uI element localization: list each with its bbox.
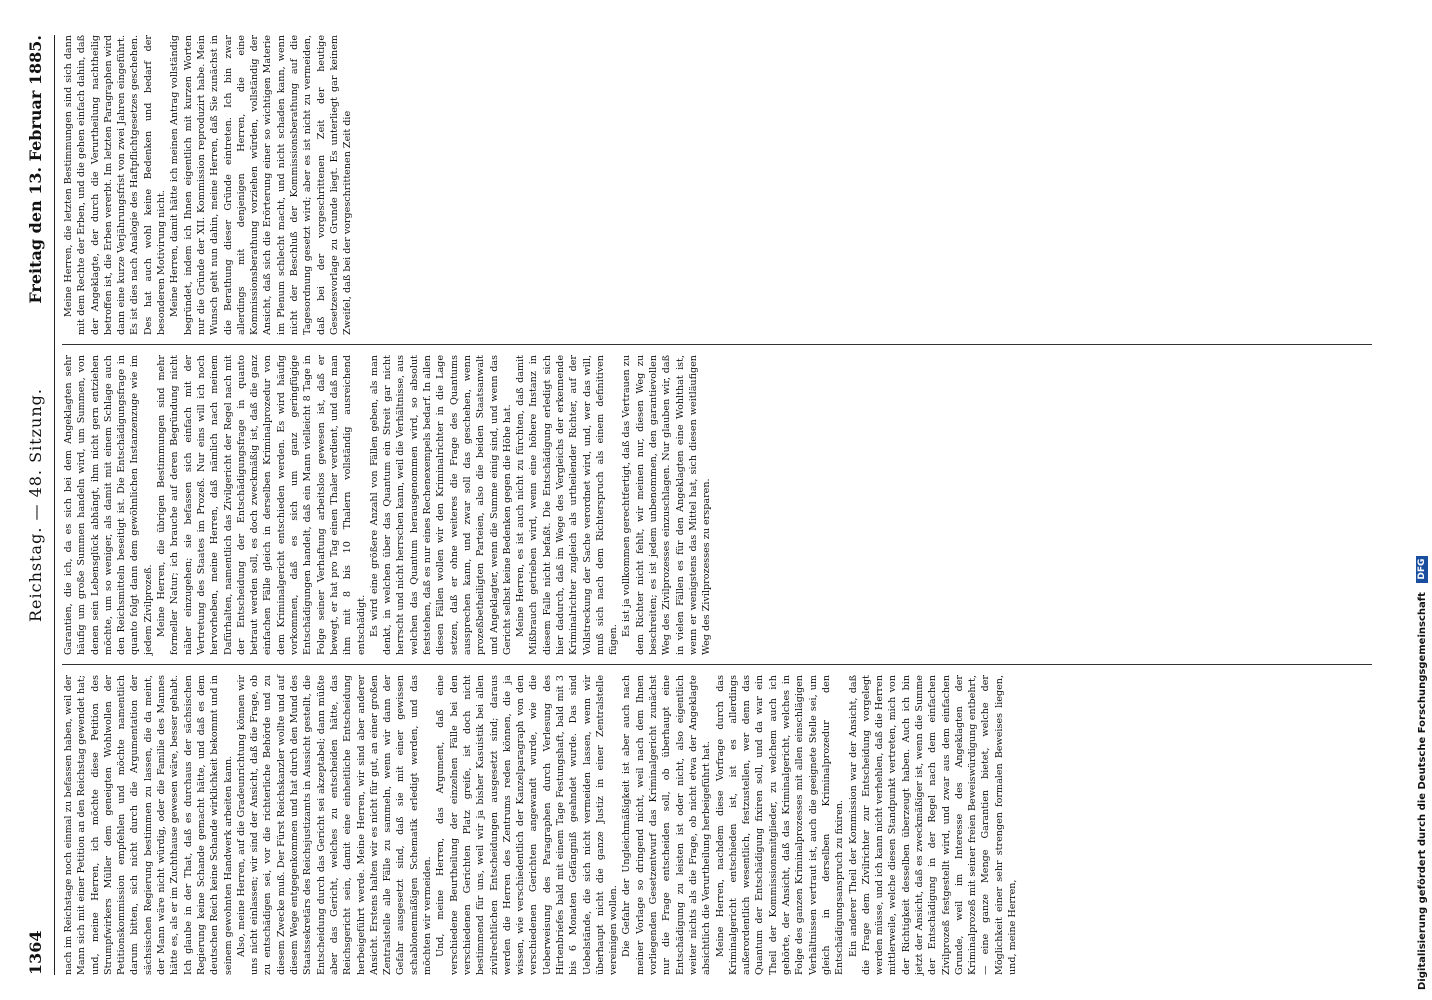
page-number: 1364 (26, 930, 45, 975)
newspaper-page (22, 25, 1402, 985)
paragraph: Garantien, die ich, da es sich bei dem Angeklagten sehr häufig um große Summen handeln wird, um Summen, von denen sein Lebensglück abhängt, ihm nicht gern entziehen möchte, um so weniger, als damit mit einem Schlage auch den Reichsmitteln beseitigt ist. Die Entschädigungsfrage in quanto folgt dann dem gewöhnlichen Instanzenzuge wie im jedem Zivilprozeß. (63, 355, 154, 655)
column-divider (62, 664, 1372, 665)
paragraph: Und, meine Herren, das Argument, daß eine verschiedene Beurtheilung der einzelnen Fälle bei den verschiedenen Gerichten Platz greife, ist doch nicht bestimmend für uns, weil wir ja bisher Kasuistik bei allen zivilrechtlichen Entscheidungen ausgesetzt sind; daraus werden die Herren des Zentrums reden können, die ja wissen, wie verschiedentlich der Kanzelparagraph von den verschiedenen Gerichten angewandt wurde, wie die Ueberweisung des Paragraphen durch Verlesung des Hirtenbriefes bald mit einem Tage Festungshaft, bald mit 3 bis 6 Monaten Gefängniß geahndet wurde. Das sind Uebelstände, die sich nicht vermeiden lassen, wenn wir überhaupt nicht die ganze Justiz in einer Zentralstelle vereinigen wollen. (435, 675, 620, 975)
paragraph: Es ist ja vollkommen gerechtfertigt, daß das Vertrauen zu dem Richter nicht fehlt, wir meinen nur, diesen Weg zu beschreiten; es ist jedem unbenommen, den garantievollen Weg des Zivilprozesses einzuschlagen. Nur glauben wir, daß in vielen Fällen es für den Angeklagten eine Wohlthat ist, wenn er wenigstens das Mittel hat, sich diesen weitläufigen Weg des Zivilprozesses zu ersparen. (621, 355, 713, 655)
credit-line (1409, 0, 1432, 990)
paragraph: Also, meine Herren, auf die Gradeunrichtung können wir uns nicht einlassen; wir sind der Ansicht, daß die Frage, ob zu entschädigen sei, vor die richterliche Behörde und zu diesem Zwecke muß. Der Fürst Reichskanzler wollte und auf diesem Wege entgegenkommen und hat durch den Mund des Staatssekretärs des Reichsjustizamts in Aussicht gestellt, die Entscheidung durch das Gericht sei akzeptabel; dann müßte aber das Gericht, welches zu entscheiden hätte, das Reichsgericht sein, damit eine einheitliche Entscheidung herbeigeführt werde. Meine Herren, wir sind aber anderer Ansicht. Erstens halten wir es nicht für gut, an einer großen Zentralstelle alle Fälle zu sammeln, wenn wir dann der Gefahr ausgesetzt sind, daß sie mit einer gewissen schablonenmäßigen Schematik erledigt werden, und das möchten wir vermeiden. (235, 675, 434, 975)
text-column-3 (62, 35, 355, 335)
session-date: Freitag den 13. Februar 1885. (26, 35, 45, 304)
paragraph: Meine Herren, damit hätte ich meinen Antrag vollständig begründet, indem ich Ihnen eigentlich mit kurzen Worten nur die Gründe der XII. Kommission reproduzirt habe. Mein Wunsch geht nun dahin, meine Herren, daß Sie zunächst in die Berathung dieser Gründe eintreten. Ich bin zwar allerdings mit denjenigen Herren, die eine Kommissionsberathung vorziehen würden, vollständig der Ansicht, daß sich die Erörterung einer so wichtigen Materie im Plenum schlecht macht, und nicht schaden kann, wenn nicht der Beschluß der Kommissionsberathung auf die Tagesordnung gesetzt wird; aber es ist nicht zu vermeiden, daß bei der vorgeschrittenen Zeit der heutige Gesetzesvorlage zu Grunde liegt. Es unterliegt gar keinem Zweifel, daß bei der vorgeschrittenen Zeit die (169, 35, 354, 335)
session-title: Reichstag. — 48. Sitzung. (26, 388, 45, 622)
text-column-2 (62, 355, 714, 655)
credit-text: Digitalisierung gefördert durch die Deutsche Forschungsgemeinschaft (1417, 592, 1428, 990)
header-rule (54, 35, 55, 975)
paragraph: nach im Reichstage noch einmal zu befassen haben, weil der Mann sich mit einer Petition an den Reichstag gewendet hat; und, meine Herren, ich möchte diese Petition des Strumpfwirkers Müller dem geneigten Wohlwollen der Petitionskommission empfehlen und möchte namentlich darum bitten, sich nicht durch die Argumentation der sächsischen Regierung bestimmen zu lassen, die da meint, der Mann wäre nicht würdig, oder die Familie des Mannes hätte es, als er im Zuchthause gewesen wäre, besser gehabt. Ich glaube in der That, daß es durchaus der sächsischen Regierung keine Schande gemacht hätte, und daß es dem deutschen Reich keine Schande wirklichkeit bekommt und in seinem gewohnten Handwerk arbeiten kann. (63, 675, 234, 975)
paragraph: Meine Herren, es ist auch nicht zu fürchten, daß damit Mißbrauch getrieben wird, wenn eine höhere Instanz in diesem Falle nicht befaßt. Die Entschädigung erledigt sich hier dadurch, daß im Wege des Vergleichs der erkennende Kriminalrichter zugleich als urtheilender Richter, auf der Vollstreckung der Sache verordnet wird, und, wer das will, muß sich nach dem Richterspruch als einem definitiven fügen. (515, 355, 620, 655)
page-header (22, 35, 50, 975)
text-column-1 (62, 675, 1019, 975)
column-divider (62, 344, 1372, 345)
paragraph: Die Gefahr der Ungleichmäßigkeit ist aber auch nach meiner Vorlage so dringend nicht, weil nach dem Ihnen vorliegenden Gesetzentwurf das Kriminalgericht zunächst nur die Frage entscheiden soll, ob überhaupt eine Entschädigung zu leisten ist oder nicht, also eigentlich weiter nichts als die Frage, ob nicht etwa der Angeklagte absichtlich die Verurtheilung herbeigeführt hat. (621, 675, 713, 975)
dfg-logo: DFG (1416, 556, 1428, 583)
paragraph: Meine Herren, die übrigen Bestimmungen sind mehr formeller Natur; ich brauche auf deren Begründung nicht näher einzugehen; sie befassen sich einfach mit der Vertretung des Staates im Prozeß. Nur eins will ich noch hervorheben, meine Herren, daß nämlich nach meinem Dafürhalten, namentlich das Zivilgericht der Regel nach mit der Entscheidung der Entschädigungsfrage in quanto betraut werden soll, es doch zweckmäßig ist, daß die ganz einfachen Fälle gleich in derselben Kriminalprozedur von dem Kriminalgericht entschieden werden. Es wird häufig vorkommen, daß es sich um ganz geringfügige Entschädigungen handelt, daß ein Mann vielleicht 8 Tage in Folge seiner Verhaftung arbeitslos gewesen ist, daß er bewegt, er hat pro Tag einen Thaler verdient, und daß man ihm mit 8 bis 10 Thalern vollständig ausreichend entschädigt. (156, 355, 367, 655)
digitization-credit (1405, 0, 1432, 1000)
paragraph: Es wird eine größere Anzahl von Fällen geben, als man denkt, in welchen über das Quantum ein Streit gar nicht herrscht und nicht herrschen kann, weil die Verhältnisse, aus welchen das Quantum herausgenommen wird, so absolut feststehen, daß es nur eines Rechenexempels bedarf. In allen diesen Fällen wollen wir den Kriminalrichter in die Lage setzen, daß er ohne weiteres die Frage des Quantums aussprechen kann, und zwar soll das geschehen, wenn prozeßbetheiligten Parteien, also die beiden Staatsanwalt und Angeklagter, wenn die Summe einig sind, und wenn das Gericht selbst keine Bedenken gegen die Höhe hat. (368, 355, 513, 655)
paragraph: Ein anderer Theil der Kommission war der Ansicht, daß die Frage dem Zivilrichter zur Entscheidung vorgelegt werden müsse, und ich kann nicht verhehlen, daß die Herren mittlerweile, welche diesen Standpunkt vertreten, mich von der Richtigkeit desselben überzeugt haben. Auch ich bin jetzt der Ansicht, daß es zweckmäßiger ist, wenn die Summe der Entschädigung in der Regel nach dem einfachen Zivilprozeß festgestellt wird, und zwar aus dem einfachen Grunde, weil im Interesse des Angeklagten der Kriminalprozeß mit seiner freien Beweiswürdigung entbehrt, — eine ganze Menge Garantien bietet, welche der Möglichkeit einer sehr strengen formalen Beweises liegen, und, meine Herren, (847, 675, 1019, 975)
paragraph: Meine Herren, nachdem diese Vorfrage durch das Kriminalgericht entschieden ist, ist es allerdings außerordentlich wesentlich, festzustellen, wer denn das Quantum der Entschädigung fixiren soll, und da war ein Theil der Kommissionsmitglieder, zu welchem auch ich gehörte, der Ansicht, daß das Kriminalgericht, welches in Folge des ganzen Kriminalprozesses mit allen einschlägigen Verhältnissen vertraut ist, auch die geeignete Stelle sei, um gleich in derselben Kriminalprozedur den Entschädigungsanspruch zu fixiren. (714, 675, 846, 975)
paragraph: Meine Herren, die letzten Bestimmungen sind sich dann mit dem Rechte der Erben, und die gehen einfach dahin, daß der Angeklagte, der durch die Verurtheilung nachtheilig betroffen ist, die Erben vererbt. Im letzten Paragraphen wird dann eine kurze Verjährungsfrist von zwei Jahren eingeführt. Es ist dies nach Analogie des Haftpflichtgesetzes geschehen. Des hat auch wohl keine Bedenken und bedarf der besonderen Motivirung nicht. (63, 35, 168, 335)
